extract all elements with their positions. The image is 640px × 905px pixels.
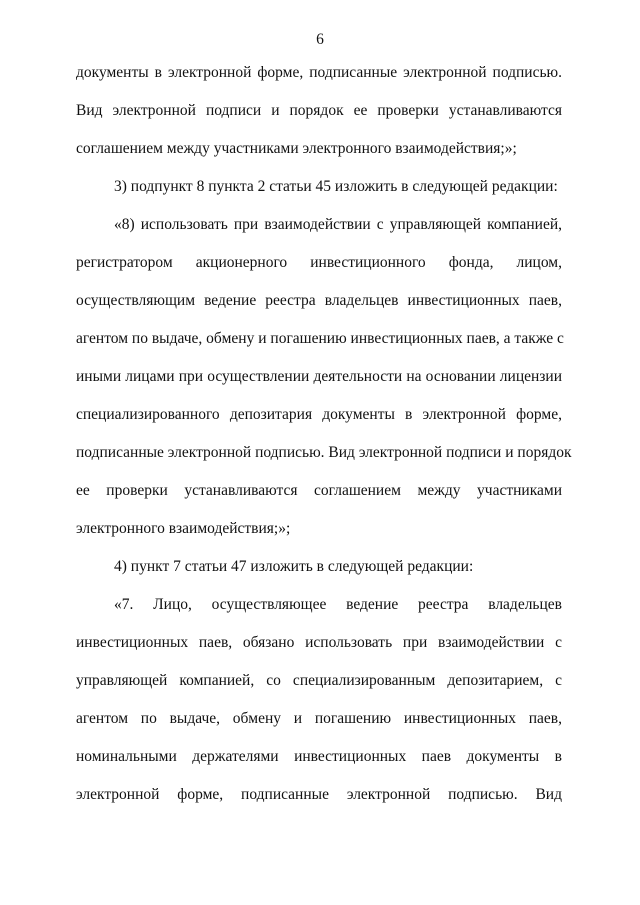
text-line: управляющей компанией, со специализированным депозитарием, с — [76, 672, 562, 689]
text-line: «7. Лицо, осуществляющее ведение реестра владельцев — [114, 596, 562, 613]
text-line: 4) пункт 7 статьи 47 изложить в следующей редакции: — [114, 558, 474, 575]
text-line: осуществляющим ведение реестра владельцев инвестиционных паев, — [76, 292, 562, 309]
text-line: «8) использовать при взаимодействии с управляющей компанией, — [114, 216, 562, 233]
text-line: иными лицами при осуществлении деятельности на основании лицензии — [76, 368, 562, 385]
text-line: электронной форме, подписанные электронной подписью. Вид — [76, 786, 562, 803]
text-line: ее проверки устанавливаются соглашением между участниками — [76, 482, 562, 499]
text-line: 3) подпункт 8 пункта 2 статьи 45 изложить в следующей редакции: — [114, 178, 558, 195]
text-line: подписанные электронной подписью. Вид электронной подписи и порядок — [76, 444, 572, 461]
text-line: агентом по выдаче, обмену и погашению инвестиционных паев, — [76, 710, 562, 727]
text-line: соглашением между участниками электронного взаимодействия;»; — [76, 140, 517, 157]
text-line: агентом по выдаче, обмену и погашению инвестиционных паев, а также с — [76, 330, 564, 347]
text-line: специализированного депозитария документы в электронной форме, — [76, 406, 562, 423]
text-line: документы в электронной форме, подписанные электронной подписью. — [76, 64, 562, 81]
text-line: электронного взаимодействия;»; — [76, 520, 291, 537]
text-line: регистратором акционерного инвестиционного фонда, лицом, — [76, 254, 562, 271]
text-line: Вид электронной подписи и порядок ее проверки устанавливаются — [76, 102, 562, 119]
text-line: инвестиционных паев, обязано использовать при взаимодействии с — [76, 634, 562, 651]
text-line: номинальными держателями инвестиционных паев документы в — [76, 748, 562, 765]
page-number: 6 — [316, 31, 324, 48]
